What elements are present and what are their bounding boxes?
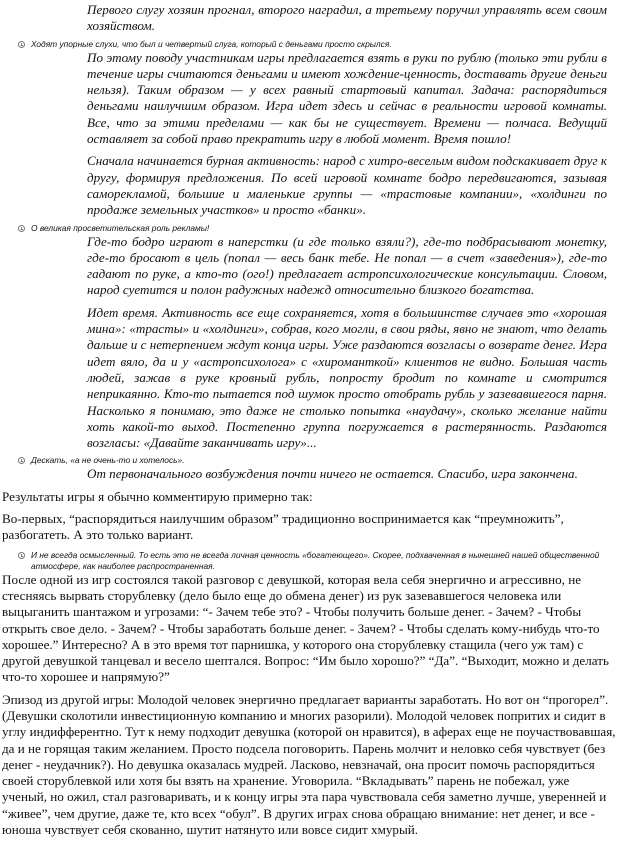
clock-icon <box>18 225 25 232</box>
quote-paragraph: Где-то бодро играют в наперстки (и где только взяли?), где-то подбрасывают монетку, где-то бросают в цель (попал — весь банк тебе. Не попал — в счет «заведения»), где-то гадают по руке, а кто-то (ого!) предлагает астропсихологические консультации. Словом, народ суетится и полон радужных надежд относительно близкого богатства. <box>87 233 607 298</box>
body-paragraph: После одной из игр состоялся такой разговор с девушкой, которая вела себя энергично и агрессивно, не стесняясь вырвать сторублевку (дело было еще до обмена денег) из рук зазевавшегося человека или выцыганить шантажом и угрозами: “- Зачем тебе это? - Чтобы получить больше денег. - Зачем? - Чтобы открыть свое дело. - Зачем? - Чтобы заработать больше денег. - Зачем? - Чтобы сделать кому-нибудь что-то хорошее.” Интересно? А в это время тот парнишка, у которого она сторублевку стащила (чего уж там) с другой девушкой танцевал и весело шептался. Вопрос: “Им было хорошо?” “Да”. “Выходит, можно и делать что-то хорошее и напрямую?” <box>2 571 609 685</box>
quote-paragraph: Сначала начинается бурная активность: народ с хитро-веселым видом подскакивает друг к другу, формируя предложения. По всей игровой комнате бодро передвигаются, зазывая саморекламой, большие и маленькие группы — «трастовые компании», «холдинги по продаже земельных участков» и просто «банки». <box>87 153 607 218</box>
quote-paragraph: По этому поводу участникам игры предлагается взять в руки по рублю (только эти рубли в течение игры считаются деньгами и имеют хождение-ценность, доставать другие деньги нельзя). Таким образом — у всех равный стартовый капитал. Задача: распорядиться деньгами наилучшим образом. Игра идет здесь и сейчас в реальности игровой комнаты. Все, что за этими пределами — как бы не существует. Времени — полчаса. Ведущий оставляет за собой право прекратить игру в любой момент. Время пошло! <box>87 49 607 147</box>
body-paragraph: Эпизод из другой игры: Молодой человек энергично предлагает варианты заработать. Но вот он “прогорел”. (Девушки сколотили инвестиционную компанию и многих разорили). Молодой человек попритих и сидит в углу индифферентно. Тут к нему подходит девушка (которой он нравится), в аферах еще не поучаствовавшая, да и не горящая таким желанием. Просто подсела поговорить. Парень молчит и неловко себя чувствует (без денег - неудачник?). Но девушка оказалась мудрей. Ласково, невзначай, она просит помочь распорядиться своей сторублевкой или хотя бы взять на хранение. Уговорила. “Вкладывать” парень не побежал, уже ученый, но ожил, стал разговаривать, и к концу игры эта пара чувствовала себя заметно лучше, уверенней и “живее”, чем другие, даже те, кто всех “обул”. В других играх снова обращаю внимание: нет денег, и все - юноша чувствует себя скованно, шутит натянуто или вовсе сидит хмурый. <box>2 691 616 838</box>
footnote <box>18 223 614 234</box>
footnote-text: И не всегда осмысленный. То есть это не всегда личная ценность «богатеющего». Скорее, подхваченная в нынешней нашей общественной атмосфере, как наиболее распространенная. <box>31 549 600 571</box>
clock-icon <box>18 41 25 48</box>
footnote-text: О великая просветительская роль рекламы! <box>31 222 210 233</box>
body-paragraph: Результаты игры я обычно комментирую примерно так: <box>2 488 313 504</box>
clock-icon <box>18 457 25 464</box>
footnote <box>18 39 614 50</box>
quote-paragraph: Идет время. Активность все еще сохраняется, хотя в большинстве случаев это «хорошая мина»: «трасты» и «холдинги», собрав, кого могли, в свои ряды, явно не знают, что делать дальше и с нетерпением ждут конца игры. Уже раздаются возгласы о возврате денег. Игра идет вяло, да и у «астропсихолога» с «хироманткой» клиентов не видно. Большая часть людей, зажав в руке кровный рубль, попросту бродит по комнате и смотрится неприкаянно. Кто-то пытается под шумок просто отобрать рубль у зазевавшегося парня. Насколько я понимаю, это даже не столько попытка «наудачу», сколько желание найти хоть какой-то выход. Постепенно группа погружается в растерянность. Раздаются возгласы: «Давайте заканчивать игру»... <box>87 304 607 451</box>
quote-paragraph: Первого слугу хозяин прогнал, второго наградил, а третьему поручил управлять всем своим хозяйством. <box>87 2 607 34</box>
quote-paragraph: От первоначального возбуждения почти ничего не остается. Спасибо, игра закончена. <box>87 466 578 482</box>
footnote-text: Дескать, «а не очень-то и хотелось». <box>31 455 185 466</box>
footnote <box>18 550 614 572</box>
footnote <box>18 455 614 466</box>
body-paragraph: Во-первых, “распорядиться наилучшим образом” традиционно воспринимается как “преумножить”, разбогатеть. А это только вариант. <box>2 511 564 543</box>
clock-icon <box>18 552 25 559</box>
footnote-text: Ходят упорные слухи, что был и четвертый слуга, который с деньгами просто скрылся. <box>31 38 392 49</box>
